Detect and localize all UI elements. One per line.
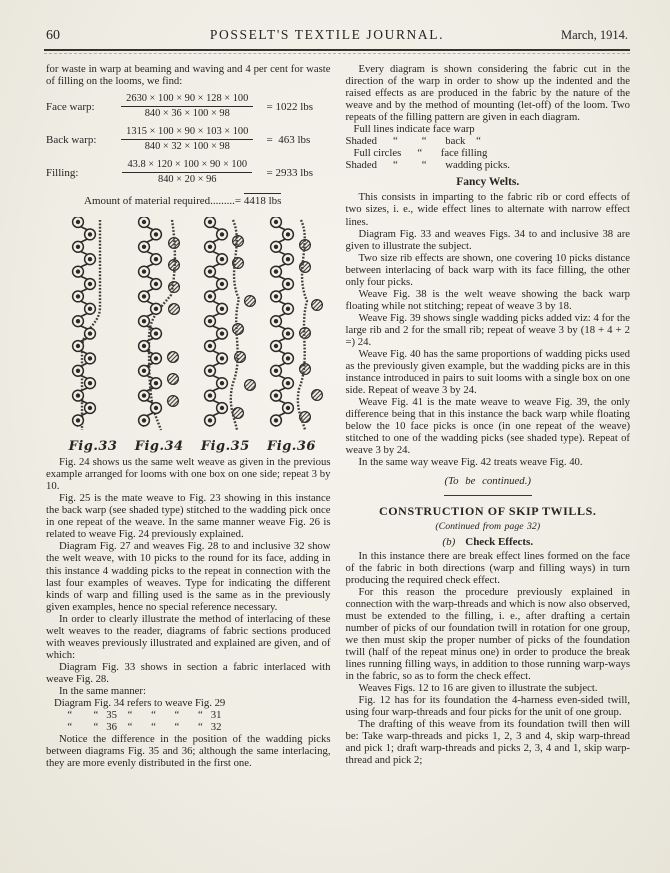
- figure-34: [126, 217, 192, 454]
- right-column-text: [346, 63, 631, 766]
- paragraph: Every diagram is shown considering the fabric cut in the direction of the warp in order to show up the indented and the raised effects as are produced in the fabric by the nature of the weave and by the method of mounting (let-off) of the loom. Two repeats of the filling pattern are given in each diagram.: [345, 63, 630, 124]
- paragraph: Diagram Fig. 27 and weaves Fig. 28 to and inclusive 32 show the welt weave, with 10 picks to the round for its face, adding in this instance 4 wadding picks to the repeat in connection with the last four examples of weaves. Type for indicating the different kinds of warp and filling used is the same as in the previously given examples, hence no special reference necessary.: [46, 540, 331, 613]
- total-value: 4418 lbs: [243, 195, 282, 208]
- sub-heading-letter: (b): [442, 535, 456, 548]
- continued-from-note: (Continued from page 32): [435, 520, 541, 532]
- figure-caption: Fig.35: [200, 439, 250, 455]
- paragraph: For this reason the procedure previously explained in connection with the warp-threads and which is now also observed, must be extended to the filling, i. e., after drafting a certain number of picks of our foundation twill in rotation for one group, we then must skip the proper number of picks of the foundation twill (half of the repeat minus one) in order to produce the break lines running filling ways, in addition to those running warp-ways in the fabric, so as to form the check effect.: [345, 585, 630, 682]
- paragraph: In order to clearly illustrate the method of interlacing of these welt weaves to the reader, diagrams of fabric sections produced with weaves previously illustrated and explained are given, and of which:: [46, 612, 331, 661]
- paragraph: for waste in warp at beaming and waving and 4 per cent for waste of filling on the looms, we find:: [46, 63, 331, 88]
- formula-label: Face warp:: [46, 100, 95, 113]
- paragraph: Weave Fig. 40 has the same proportions of wadding picks used as the previously given example, but the wadding picks are in this instance introduced in pairs to suit looms with a single box on one side. Repeat of weave 3 by 24.: [345, 348, 630, 397]
- to-be-continued-note: (To be continued.): [444, 474, 531, 487]
- paragraph: Fig. 25 is the mate weave to Fig. 23 showing in this instance the back warp (see shaded type) stitched to the wadding pick once in one repeat of the weave. In the same manner weave Fig. 26 is related to weave Fig. 24 previously explained.: [46, 492, 331, 541]
- right-column: [346, 63, 631, 769]
- paragraph: Notice the difference in the position of the wadding picks between diagrams Fig. 35 and 36; although the same interlacing, they are more evenly distributed in the first one.: [46, 733, 331, 770]
- figure-caption: Fig.33: [68, 439, 118, 455]
- left-column: [46, 63, 331, 769]
- sub-heading-label: Check Effects.: [465, 535, 534, 548]
- paragraph: Weave Fig. 38 is the welt weave showing the back warp floating while not stitching; repeat of weave 3 by 18.: [345, 287, 630, 312]
- formula-result: = 2933 lbs: [266, 166, 314, 179]
- left-column-text: [46, 456, 331, 769]
- aligned-line: Shaded “ “ back “: [345, 135, 481, 148]
- formula-block: [46, 93, 331, 186]
- formula-denominator: 840 × 20 × 96: [158, 174, 217, 186]
- paragraph: This consists in imparting to the fabric rib or cord effects of two sizes, i. e., wide effect lines to alternate with narrow effect lines.: [345, 191, 630, 228]
- formula-label: Filling:: [46, 166, 79, 179]
- paragraph: Weave Fig. 39 shows single wadding picks added viz: 4 for the large rib and 2 for the small rib; repeat of weave 3 by (18 + 4 + 2 =) 24.: [345, 311, 630, 348]
- formula-numerator: 1315 × 100 × 90 × 103 × 100: [121, 126, 253, 140]
- aligned-line: “ “ 36 “ “ “ “ 32: [46, 721, 222, 734]
- weave-section-diagram: [60, 217, 126, 438]
- header-rule: [44, 49, 630, 51]
- total-label: Amount of material required.........: [84, 195, 235, 208]
- figure-caption: Fig.34: [134, 439, 184, 455]
- aligned-line: Full circles “ face filling: [345, 147, 488, 160]
- two-column-layout: [0, 54, 670, 769]
- issue-date: March, 1914.: [561, 28, 628, 42]
- equals-sign: =: [234, 195, 244, 208]
- paragraph: Fig. 24 shows us the same welt weave as given in the previous example arranged for looms with one box on one side; repeat 3 by 10.: [46, 456, 331, 493]
- aligned-line: Diagram Fig. 34 refers to weave Fig. 29: [46, 697, 226, 710]
- paragraph: Diagram Fig. 33 shows in section a fabric interlaced with weave Fig. 28.: [46, 660, 331, 685]
- formula-label: Back warp:: [46, 133, 97, 146]
- sub-heading: [346, 536, 631, 548]
- paragraph: Diagram Fig. 33 and weaves Figs. 34 to and inclusive 38 are given to illustrate the subject.: [345, 227, 630, 252]
- aligned-line: Shaded “ “ wadding picks.: [345, 159, 510, 172]
- paragraph: Fig. 12 has for its foundation the 4-harness even-sided twill, using four warp-threads and four picks for the unit of one group.: [345, 694, 630, 719]
- formula-numerator: 43.8 × 120 × 100 × 90 × 100: [122, 159, 252, 173]
- journal-title: POSSELT'S TEXTILE JOURNAL.: [209, 27, 445, 42]
- page-number: 60: [46, 28, 60, 43]
- formula-back-warp: [46, 126, 331, 153]
- formula-face-warp: [46, 93, 331, 120]
- figure-row: [46, 211, 331, 456]
- paragraph: Weave Fig. 41 is the mate weave to weave Fig. 39, the only difference being that in this instance the back warp while floating below the 10 face picks is once (in one repeat of the weave) stitched to one of the wadding picks (see shaded type). Repeat of weave 3 by 24.: [345, 396, 630, 457]
- formula-fraction: [108, 126, 267, 153]
- paragraph: The drafting of this weave from its foundation twill then will be: Take warp-threads and picks 1, 2, 3 and 4, skip warp-thread and pick 1; draft warp-threads and picks 2, 3, 4 and 1, skip warp-thread and pick 2;: [345, 718, 630, 767]
- weave-section-diagram: [192, 217, 258, 438]
- paragraph: Weaves Figs. 12 to 16 are given to illustrate the subject.: [358, 682, 598, 695]
- formula-denominator: 840 × 32 × 100 × 98: [144, 141, 230, 153]
- formula-filling: [46, 159, 331, 186]
- formula-result: = 1022 lbs: [266, 100, 314, 113]
- page-header: [0, 0, 670, 49]
- formula-fraction: [108, 159, 267, 186]
- weave-section-diagram: [126, 217, 192, 438]
- figure-33: [60, 217, 126, 454]
- section-heading: Fancy Welts.: [456, 176, 520, 189]
- figure-35: [192, 217, 258, 454]
- formula-denominator: 840 × 36 × 100 × 98: [144, 108, 230, 120]
- paragraph: In the same manner:: [59, 684, 146, 697]
- formula-result: = 463 lbs: [266, 133, 311, 146]
- material-total-line: [46, 195, 331, 207]
- figure-36: [258, 217, 324, 454]
- formula-numerator: 2630 × 100 × 90 × 128 × 100: [121, 93, 253, 107]
- article-divider: [444, 495, 532, 496]
- paragraph: In the same way weave Fig. 42 treats weave Fig. 40.: [358, 456, 583, 469]
- article-title: CONSTRUCTION OF SKIP TWILLS.: [378, 503, 597, 518]
- formula-fraction: [108, 93, 267, 120]
- aligned-line: Full lines indicate face warp: [345, 123, 475, 136]
- aligned-line: “ “ 35 “ “ “ “ 31: [46, 709, 222, 722]
- figure-caption: Fig.36: [267, 439, 316, 455]
- weave-section-diagram: [258, 217, 324, 438]
- paragraph: Two size rib effects are shown, one covering 10 picks distance between interlacing of back warp with its face filling, the other only four picks.: [345, 251, 630, 288]
- paragraph: In this instance there are break effect lines formed on the face of the fabric in both directions (warp and filling ways) in turn producing the required check effect.: [345, 549, 630, 586]
